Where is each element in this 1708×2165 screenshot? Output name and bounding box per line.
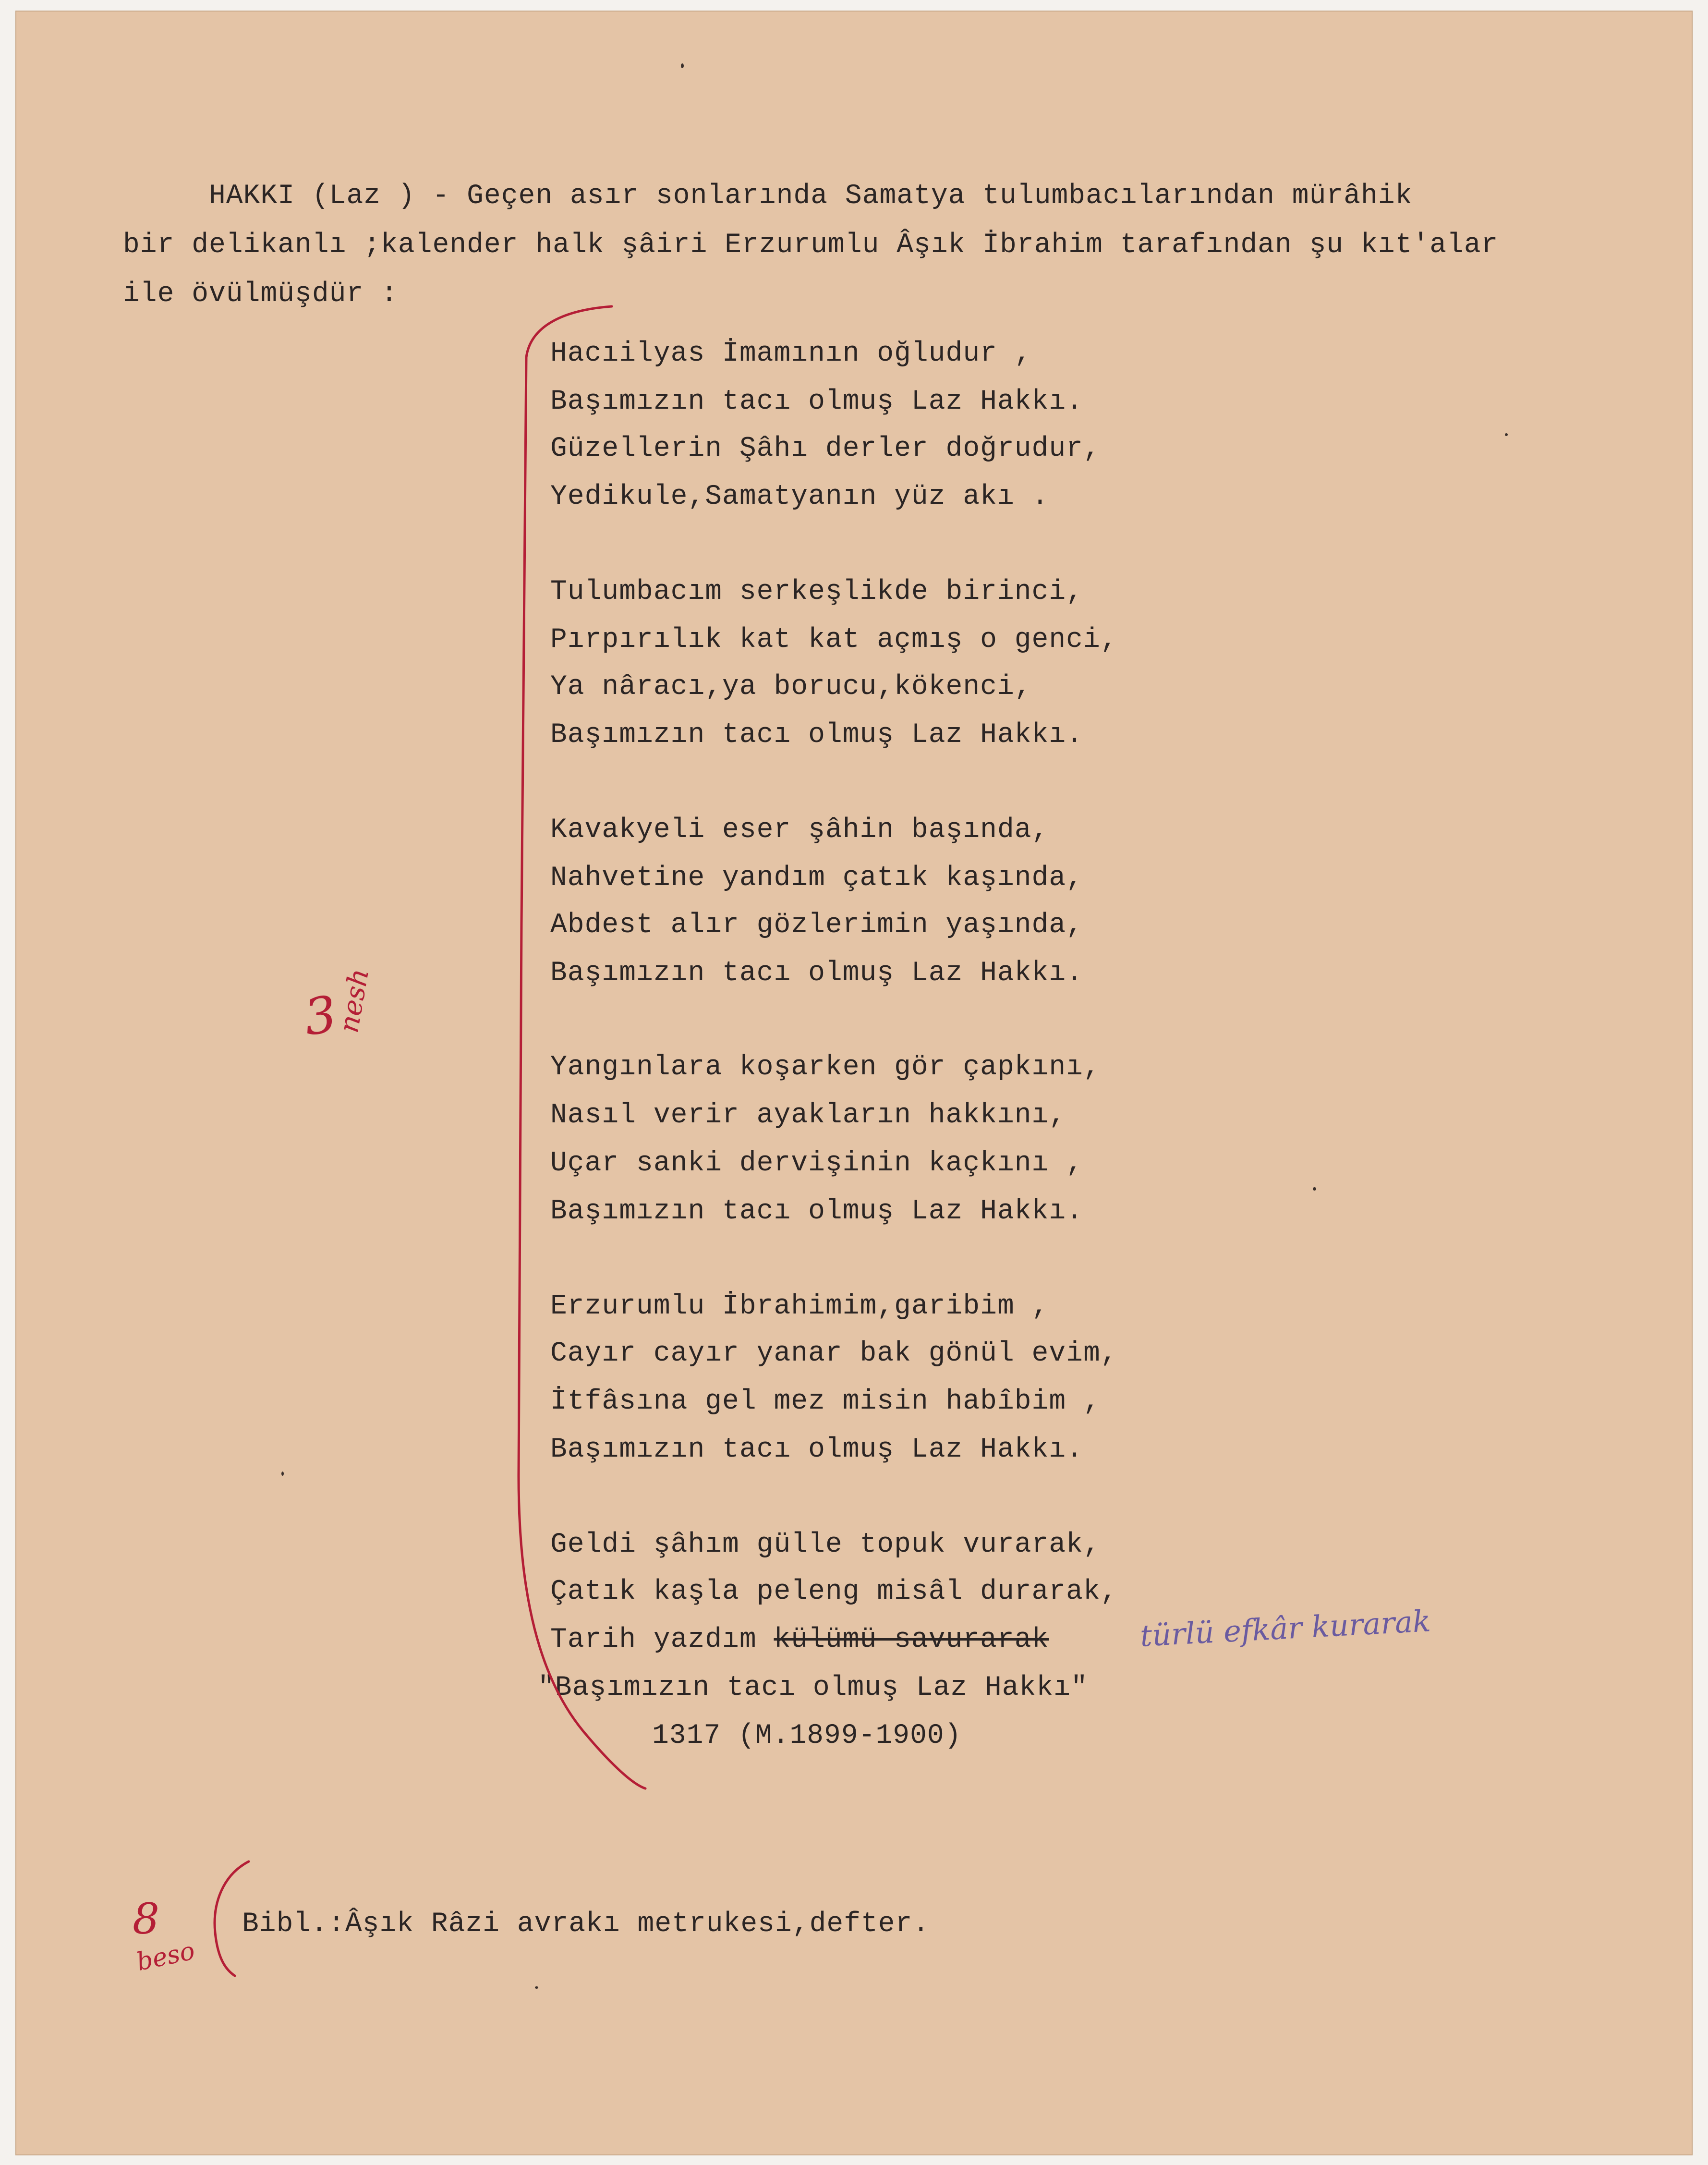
poem-line: Pırpırılık kat kat açmış o genci,: [550, 624, 1118, 656]
poem-line: Cayır cayır yanar bak gönül evim,: [550, 1338, 1118, 1369]
poem-line: Nasıl verir ayakların hakkını,: [550, 1100, 1066, 1131]
poem-line: Kavakyeli eser şâhin başında,: [550, 815, 1049, 846]
poem-line: Güzellerin Şâhı derler doğrudur,: [550, 433, 1101, 464]
poem-line: Tulumbacım serkeşlikde birinci,: [550, 576, 1083, 608]
poem-line: Uçar sanki dervişinin kaçkını ,: [550, 1148, 1083, 1179]
poem-line: Yedikule,Samatyanın yüz akı .: [550, 481, 1049, 512]
poem-line: Erzurumlu İbrahimim,garibim ,: [550, 1291, 1049, 1322]
paper-speck: [535, 1986, 538, 1989]
poem-line: Hacıilyas İmamının oğludur ,: [550, 338, 1032, 369]
bibliography-bracket: [215, 1861, 249, 1976]
poem-line: Çatık kaşla peleng misâl durarak,: [550, 1576, 1118, 1607]
margin-note-number: 3: [300, 984, 340, 1047]
poem-line: Başımızın tacı olmuş Laz Hakkı.: [550, 386, 1083, 417]
paper-speck: [1505, 433, 1508, 436]
intro-line-1: HAKKI (Laz ) - Geçen asır sonlarında Samatya tulumbacılarından mürâhik: [123, 181, 1413, 212]
struck-out-text: külümü savurarak: [774, 1624, 1049, 1655]
margin-bracket: [519, 306, 645, 1788]
poem-line: Abdest alır gözlerimin yaşında,: [550, 910, 1083, 941]
poem-line: Başımızın tacı olmuş Laz Hakkı.: [550, 1196, 1083, 1227]
intro-line-2: bir delikanlı ;kalender halk şâiri Erzurumlu Âşık İbrahim tarafından şu kıt'alar: [123, 230, 1499, 261]
paper-speck: [281, 1472, 284, 1476]
paper-speck: [681, 63, 684, 68]
handwritten-correction: türlü efkâr kurarak: [1139, 1603, 1432, 1654]
margin-note-word: nesh: [333, 966, 376, 1035]
poem-line: Nahvetine yandım çatık kaşında,: [550, 863, 1083, 894]
poem-line: Ya nâracı,ya borucu,kökenci,: [550, 671, 1032, 703]
poem-line: Başımızın tacı olmuş Laz Hakkı.: [550, 958, 1083, 989]
paper-speck: [1313, 1187, 1316, 1191]
page-number-note: 8: [133, 1894, 159, 1944]
poem-line: Geldi şâhım gülle topuk vurarak,: [550, 1529, 1101, 1560]
poem-line: İtfâsına gel mez misin habîbim ,: [550, 1386, 1101, 1417]
bibliography: Bibl.:Âşık Râzi avrakı metrukesi,defter.: [242, 1909, 930, 1940]
chronogram-date: 1317 (M.1899-1900): [652, 1720, 962, 1751]
poem-line-prefix: Tarih yazdım: [550, 1624, 774, 1655]
poem-line: Başımızın tacı olmuş Laz Hakkı.: [550, 1434, 1083, 1465]
page-note: beso: [134, 1936, 197, 1977]
intro-line-3: ile övülmüşdür :: [123, 279, 398, 310]
poem-line: Yangınlara koşarken gör çapkını,: [550, 1052, 1101, 1083]
poem-line: Başımızın tacı olmuş Laz Hakkı.: [550, 719, 1083, 751]
red-pencil-marks: [16, 12, 1693, 2155]
typewritten-page: [15, 11, 1693, 2155]
poem-line: "Başımızın tacı olmuş Laz Hakkı": [538, 1672, 1088, 1703]
